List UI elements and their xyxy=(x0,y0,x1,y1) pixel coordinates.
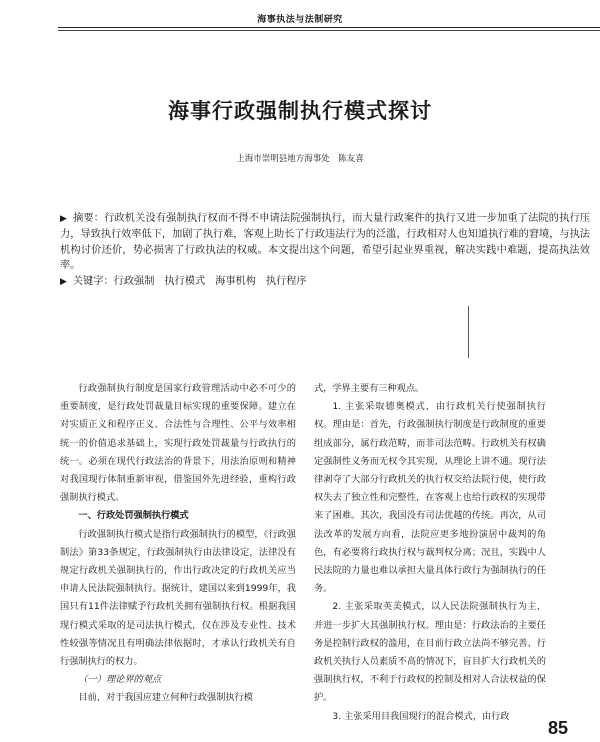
body-paragraph: 目前，对于我国应建立何种行政强制执行模 xyxy=(78,692,253,704)
keyword: 行政强制 xyxy=(113,275,155,287)
keyword: 执行程序 xyxy=(265,275,307,287)
running-head: 海事执法与法制研究 xyxy=(257,15,343,25)
triangle-bullet-icon: ▶ xyxy=(60,276,67,287)
keywords-line xyxy=(60,274,590,290)
keywords-label: 关键字： xyxy=(72,275,114,287)
body-paragraph: 行政强制执行模式是指行政强制执行的模型，《行政强制法》第33条规定，行政强制执行由法律设定，法律没有规定行政机关强制执行的，作出行政决定的行政机关应当申请人民法院强制执行。据统计，建国以来到1999年，我国只有11件法律赋予行政机关拥有强制执行权。根据我国现行模式采取的是司法执行模式，仅在涉及专业性、技术性较强等情况且有明确法律依据时，才承认行政机关有自行强制执行的权力。 xyxy=(60,528,296,668)
abstract-label: 摘要： xyxy=(73,213,105,224)
keyword: 执行模式 xyxy=(164,275,206,287)
abstract-paragraph xyxy=(60,211,590,274)
keyword: 海事机构 xyxy=(215,275,256,287)
abstract-text: 行政机关没有强制执行权而不得不申请法院强制执行，而大量行政案件的执行又进一步加重了法院的执行压力，导致执行效率低下，加剧了执行难，客观上助长了行政违法行为的泛滥，行政相对人也知道执行难的窘境，与执法机构讨价还价，势必损害了行政执法的权威。本文提出这个问题，希望引起业界重视，解决实践中难题，提高执法效率。 xyxy=(60,213,591,272)
margin-mark xyxy=(468,306,469,358)
body-paragraph: 式，学界主要有三种观点。 xyxy=(314,383,425,394)
header-rule xyxy=(58,27,600,28)
body-paragraph: 1. 主张采取德奥模式，由行政机关行使强制执行权。理由是：首先，行政强制执行制度是行政制度的重要组成部分，属行政范畴，而非司法范畴。行政机关有权确定强制性义务而无权令其实现，从理论上讲不通。现行法律剥夺了大部分行政机关的执行权交给法院行使，使行政权失去了独立性和完整性，在客观上也给行政权的实现带来了困难。其次，我国没有司法优越的传统。再次，从司法改革的发展方向看，法院应更多地扮演居中裁判的角色，有必要将行政执行权与裁判权分离；况且，实践中人民法院的力量也难以承担大量具体行政行为强制执行的任务。 xyxy=(314,401,546,595)
abstract-block xyxy=(60,211,590,290)
left-column xyxy=(60,380,296,708)
body-paragraph: 2. 主张采取英美模式，以人民法院强制执行为主，并进一步扩大其强制执行权。理由是：行政法治的主要任务是控制行政权的滥用，在目前行政立法尚不够完善、行政机关执行人员素质不高的情况下，盲目扩大行政机关的强制执行权，不利于行政权的控制及相对人合法权益的保护。 xyxy=(314,601,546,704)
article-title: 海事行政强制执行模式探讨 xyxy=(168,99,432,123)
body-paragraph: 3. 主张采用目我国现行的混合模式，由行政 xyxy=(332,710,510,722)
page-number: 85 xyxy=(548,718,569,738)
header-rule-thin xyxy=(58,30,600,31)
triangle-bullet-icon: ▶ xyxy=(60,214,68,224)
right-column xyxy=(314,380,546,726)
body-paragraph: 行政强制执行制度是国家行政管理活动中必不可少的重要制度，是行政处罚裁量目标实现的重要保障。建立在对实质正义和程序正义、合法性与合理性、公平与效率相统一的价值追求基础上，实现行政处罚裁量与行政执行的统一。必须在现代行政法治的背景下，用法治原则和精神对我国现行体制重新审视，借鉴国外先进经验，重构行政强制执行模式。 xyxy=(60,383,296,504)
subsection-heading: （一）理论界的观点 xyxy=(78,674,162,686)
author-line: 上海市崇明县地方海事处 陈友喜 xyxy=(236,154,364,164)
section-heading: 一、行政处罚强制执行模式 xyxy=(78,510,189,522)
